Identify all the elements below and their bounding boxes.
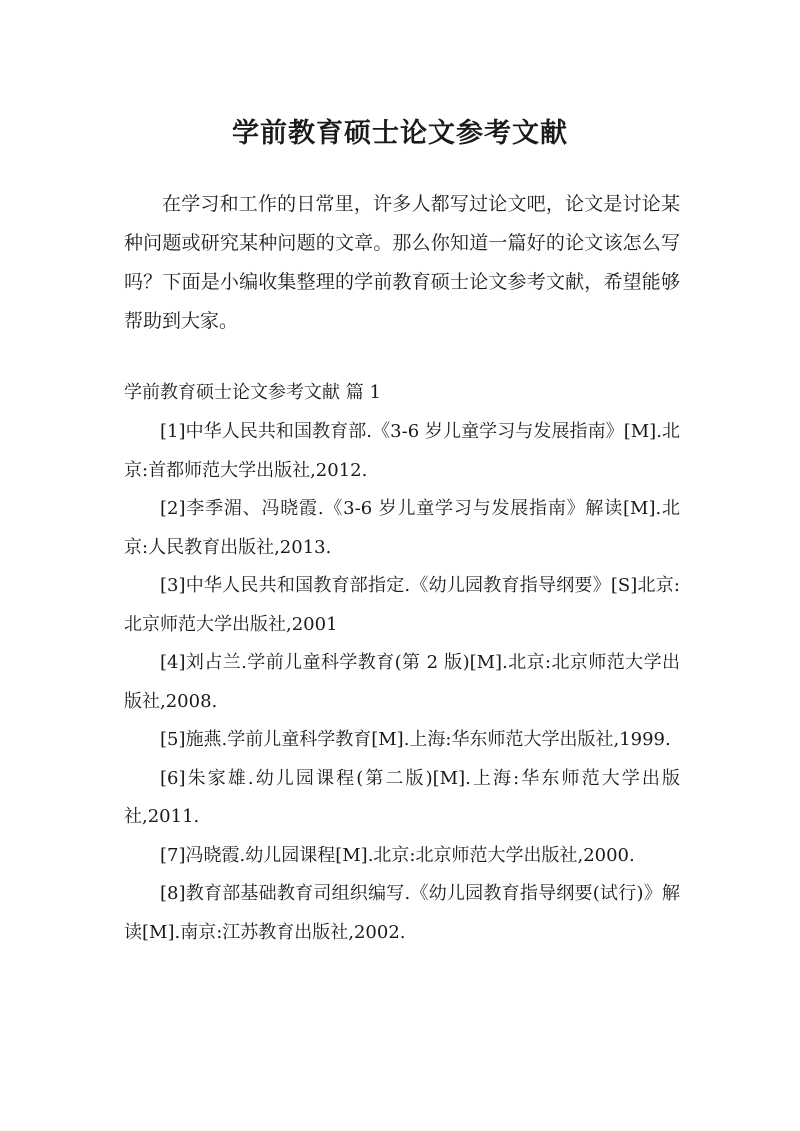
reference-item: [5]施燕.学前儿童科学教育[M].上海:华东师范大学出版社,1999. (160, 729, 671, 750)
reference-item: [6]朱家雄.幼儿园课程(第二版)[M].上海:华东师范大学出版社,2011. (124, 767, 680, 827)
intro-paragraph: 在学习和工作的日常里，许多人都写过论文吧，论文是讨论某种问题或研究某种问题的文章。那么你知道一篇好的论文该怎么写吗？下面是小编收集整理的学前教育硕士论文参考文献，希望能够帮助到大家。 (124, 193, 680, 332)
reference-list (124, 413, 680, 952)
reference-item: [3]中华人民共和国教育部指定.《幼儿园教育指导纲要》[S]北京:北京师范大学出版社,2001 (124, 575, 680, 635)
section-heading: 学前教育硕士论文参考文献 篇 1 (124, 382, 381, 403)
reference-item: [2]李季湄、冯晓霞.《3-6 岁儿童学习与发展指南》解读[M].北京:人民教育出版社,2013. (124, 498, 680, 558)
reference-item: [1]中华人民共和国教育部.《3-6 岁儿童学习与发展指南》[M].北京:首都师范大学出版社,2012. (124, 421, 680, 481)
reference-item: [8]教育部基础教育司组织编写.《幼儿园教育指导纲要(试行)》解读[M].南京:江苏教育出版社,2002. (124, 883, 680, 943)
reference-item: [7]冯晓霞.幼儿园课程[M].北京:北京师范大学出版社,2000. (160, 844, 635, 866)
reference-item: [4]刘占兰.学前儿童科学教育(第 2 版)[M].北京:北京师范大学出版社,2008. (124, 652, 680, 712)
document-title: 学前教育硕士论文参考文献 (232, 118, 568, 150)
